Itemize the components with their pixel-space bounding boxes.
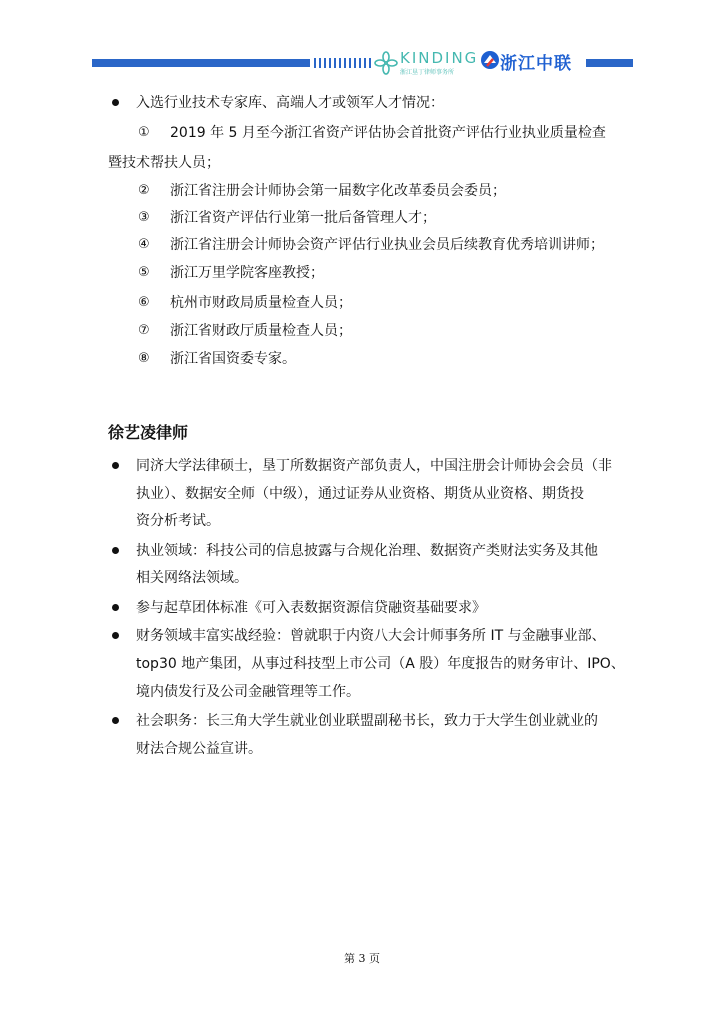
bullet-dot	[112, 462, 119, 469]
kinding-brand: KINDING	[400, 49, 479, 67]
kinding-logo	[374, 49, 479, 77]
item-number: ⑤	[138, 265, 150, 280]
header-bar-right	[586, 59, 633, 67]
item-text: 杭州市财政局质量检查人员；	[170, 295, 352, 311]
bio-line: 执业领域：科技公司的信息披露与合规化治理、数据资产类财法实务及其他	[136, 543, 598, 559]
item-text: 浙江省资产评估行业第一批后备管理人才；	[170, 210, 436, 226]
bio-line: 参与起草团体标准《可入表数据资源信贷融资基础要求》	[136, 600, 486, 616]
header-stripes	[314, 58, 371, 68]
bio-line: 财务领域丰富实战经验：曾就职于内资八大会计师事务所 IT 与金融事业部、	[136, 628, 606, 644]
item-text: 2019 年 5 月至今浙江省资产评估协会首批资产评估行业执业质量检查	[170, 125, 606, 141]
bullet-dot	[112, 99, 119, 106]
bullet-dot	[112, 632, 119, 639]
zhonglian-brand: 浙江中联	[500, 54, 572, 74]
bullet-dot	[112, 717, 119, 724]
bio-line: 财法合规公益宣讲。	[136, 741, 262, 757]
bio-line: 相关网络法领域。	[136, 570, 248, 586]
item-text: 浙江省财政厅质量检查人员；	[170, 323, 352, 339]
bio-line: 执业）、数据安全师（中级），通过证券从业资格、期货从业资格、期货投	[136, 486, 584, 502]
bio-line: top30 地产集团，从事过科技型上市公司（A 股）年度报告的财务审计、IPO、	[136, 656, 625, 672]
bio-line: 社会职务：长三角大学生就业创业联盟副秘书长，致力于大学生创业就业的	[136, 713, 598, 729]
item-text: 浙江省国资委专家。	[170, 351, 296, 367]
bio-line: 同济大学法律硕士，垦丁所数据资产部负责人，中国注册会计师协会会员（非	[136, 458, 612, 474]
header-bar-left	[92, 59, 310, 67]
item-number: ⑧	[138, 351, 150, 366]
item-number: ①	[138, 125, 150, 140]
item-number: ⑦	[138, 323, 150, 338]
kinding-flower-icon	[374, 51, 398, 75]
item-number: ⑥	[138, 295, 150, 310]
lawyer-heading: 徐艺凌律师	[108, 423, 189, 442]
item-number: ②	[138, 183, 150, 198]
item-text: 浙江省注册会计师协会第一届数字化改革委员会委员；	[170, 183, 506, 199]
page-number: 第 3 页	[344, 952, 380, 965]
bullet-dot	[112, 547, 119, 554]
item-number: ③	[138, 210, 150, 225]
item-text: 浙江省注册会计师协会资产评估行业执业会员后续教育优秀培训讲师；	[170, 237, 604, 253]
section1-bullet-title: 入选行业技术专家库、高端人才或领军人才情况：	[136, 95, 444, 111]
zhonglian-logo-icon	[480, 50, 500, 70]
item-text-continued: 暨技术帮扶人员；	[108, 155, 220, 171]
item-number: ④	[138, 237, 150, 252]
item-text: 浙江万里学院客座教授；	[170, 265, 324, 281]
bio-line: 资分析考试。	[136, 513, 220, 529]
bullet-dot	[112, 604, 119, 611]
bio-line: 境内债发行及公司金融管理等工作。	[136, 684, 360, 700]
kinding-subtitle: 浙江垦丁律师事务所	[400, 69, 455, 76]
